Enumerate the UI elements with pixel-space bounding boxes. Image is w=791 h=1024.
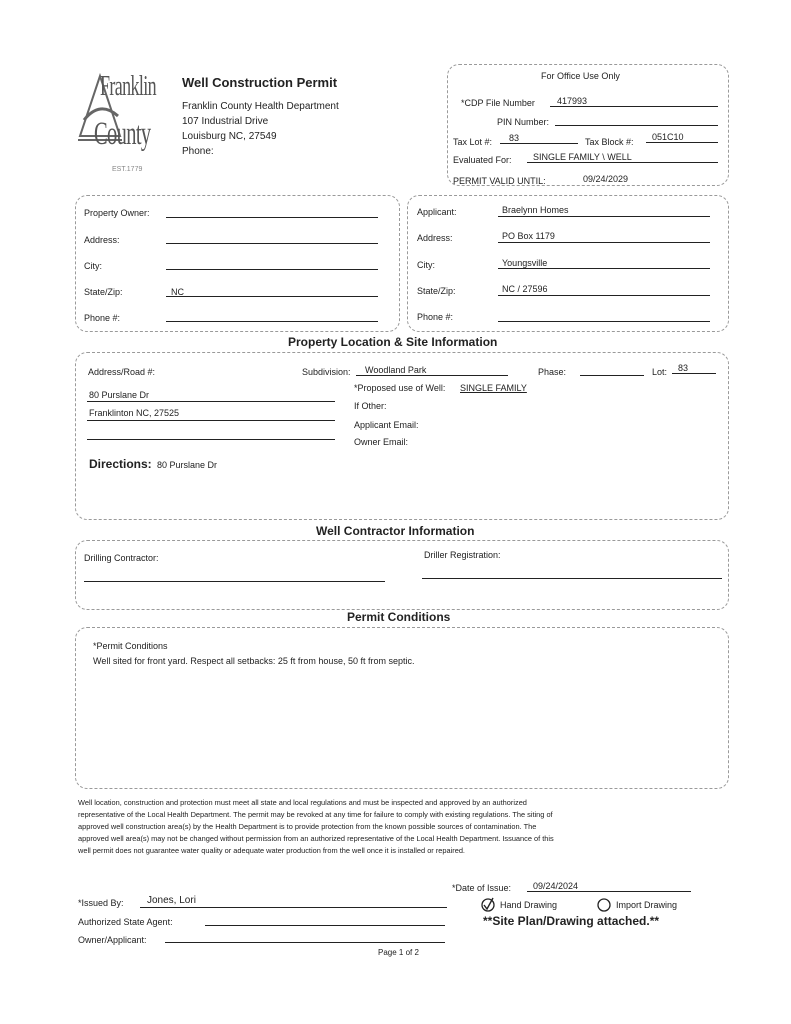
owner-applicant-label: Owner/Applicant: [78,935,147,945]
driller-registration-label: Driller Registration: [424,550,501,560]
disclaimer-line-1: Well location, construction and protection must meet all state and local regulations and must be inspected and approved by an authorized [78,798,527,807]
permit-conditions-box [75,627,729,789]
phase-line [580,375,644,376]
hand-drawing-label: Hand Drawing [500,900,558,910]
applicant-city-line [498,268,710,269]
tax-block-line [646,142,718,143]
empty-radio-icon [597,898,612,913]
checked-radio-icon [481,897,497,913]
permit-conditions-text: Well sited for front yard. Respect all setbacks: 25 ft from house, 50 ft from septic. [93,656,415,666]
address-line-2: Franklinton NC, 27525 [89,408,180,418]
applicant-email-label: Applicant Email: [354,420,419,430]
owner-city-label: City: [84,261,102,271]
tax-lot-value: 83 [509,133,520,143]
authorized-agent-line [205,925,445,926]
lot-value: 83 [678,363,689,373]
issued-by-line [140,907,447,908]
address-line-1: 80 Purslane Dr [89,390,150,400]
subdivision-value: Woodland Park [365,365,427,375]
well-contractor-heading: Well Contractor Information [312,524,478,538]
drilling-contractor-label: Drilling Contractor: [84,553,159,563]
applicant-value: Braelynn Homes [502,205,569,215]
owner-statezip-label: State/Zip: [84,287,123,297]
applicant-statezip-value: NC / 27596 [502,284,548,294]
drilling-contractor-line [84,581,385,582]
tax-block-label: Tax Block #: [585,137,634,147]
tax-lot-line [500,143,578,144]
permit-conditions-label: *Permit Conditions [93,641,168,651]
proposed-use-value: SINGLE FAMILY [460,383,527,393]
phase-label: Phase: [538,367,567,377]
address-road-label: Address/Road #: [88,367,156,377]
disclaimer-line-3: approved well construction area(s) by the Health Department is to provide protection from the known possible sources of contamination. The [78,822,537,831]
date-of-issue-line [527,891,691,892]
property-owner-line [166,217,378,218]
cdp-file-line [550,106,718,107]
owner-address-line [166,243,378,244]
well-contractor-box [75,540,729,610]
evaluated-for-label: Evaluated For: [453,155,512,165]
directions-value: 80 Purslane Dr [157,460,218,470]
office-use-title: For Office Use Only [541,71,620,81]
logo-established: EST.1779 [112,166,143,173]
county-logo [74,70,174,178]
directions-label: Directions: [89,457,152,471]
date-of-issue-value: 09/24/2024 [533,881,579,891]
hand-drawing-radio[interactable] [481,897,495,911]
proposed-use-label: *Proposed use of Well: [354,383,446,393]
lot-line [672,373,716,374]
page-number: Page 1 of 2 [378,948,419,957]
issued-by-value: Jones, Lori [147,895,196,906]
tax-lot-label: Tax Lot #: [453,137,493,147]
import-drawing-label: Import Drawing [616,900,678,910]
date-of-issue-label: *Date of Issue: [452,883,512,893]
property-location-heading: Property Location & Site Information [284,335,501,349]
address-line-1-rule [87,401,335,402]
authorized-agent-label: Authorized State Agent: [78,917,173,927]
address-line-3-rule [87,439,335,440]
if-other-label: If Other: [354,401,387,411]
applicant-address-line [498,242,710,243]
pin-number-label: PIN Number: [497,117,550,127]
logo-text-county: County [94,116,151,152]
permit-conditions-heading: Permit Conditions [343,610,454,624]
site-plan-note: **Site Plan/Drawing attached.** [483,914,660,928]
owner-statezip-line [166,296,378,297]
department-address-1: 107 Industrial Drive [182,116,269,127]
owner-phone-label: Phone #: [84,313,121,323]
owner-applicant-line [165,942,445,943]
disclaimer-line-4: approved well area(s) may not be changed without permission from an authorized representative of the Local Health Department. Issuance of this [78,834,554,843]
lot-label: Lot: [652,367,668,377]
cdp-file-value: 417993 [557,96,588,106]
pin-number-line [555,125,718,126]
property-location-box [75,352,729,520]
owner-email-label: Owner Email: [354,437,409,447]
applicant-address-label: Address: [417,233,453,243]
department-phone-label: Phone: [182,146,214,157]
permit-title: Well Construction Permit [182,75,338,90]
applicant-address-value: PO Box 1179 [502,231,555,241]
owner-statezip-value: NC [171,287,184,297]
evaluated-for-value: SINGLE FAMILY \ WELL [533,152,632,162]
tax-block-value: 051C10 [652,132,684,142]
issued-by-label: *Issued By: [78,898,124,908]
disclaimer-line-5: well permit does not guarantee water quality or adequate water production from the well once it is installed or repaired. [78,846,465,855]
applicant-city-value: Youngsville [502,258,548,268]
permit-valid-value: 09/24/2029 [583,174,629,184]
address-line-2-rule [87,420,335,421]
applicant-city-label: City: [417,260,435,270]
owner-phone-line [166,321,378,322]
applicant-phone-label: Phone #: [417,312,454,322]
owner-city-line [166,269,378,270]
logo-text-franklin: Franklin [100,70,156,102]
driller-registration-line [422,578,722,579]
applicant-label: Applicant: [417,207,457,217]
applicant-statezip-label: State/Zip: [417,286,456,296]
import-drawing-radio[interactable] [597,898,611,912]
permit-valid-label: PERMIT VALID UNTIL: [453,176,546,186]
evaluated-for-line [527,162,718,163]
department-name: Franklin County Health Department [182,101,339,112]
department-address-2: Louisburg NC, 27549 [182,131,277,142]
disclaimer-line-2: representative of the Local Health Department. The permit may be revoked at any time for failure to comply with existing regulations. The siting of [78,810,553,819]
cdp-file-label: *CDP File Number [461,98,535,108]
owner-address-label: Address: [84,235,120,245]
property-owner-label: Property Owner: [84,208,150,218]
applicant-line [498,216,710,217]
subdivision-line [356,375,508,376]
subdivision-label: Subdivision: [302,367,351,377]
applicant-phone-line [498,321,710,322]
applicant-statezip-line [498,295,710,296]
